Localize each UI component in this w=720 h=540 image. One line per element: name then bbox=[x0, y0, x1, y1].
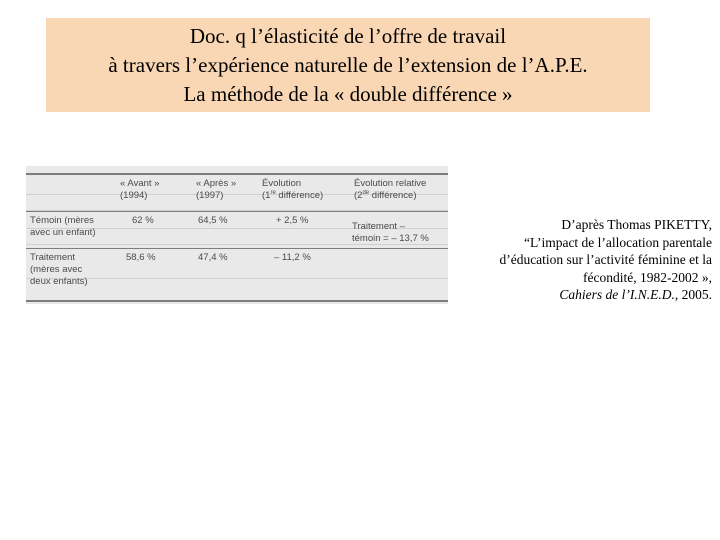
source-citation bbox=[452, 216, 712, 304]
table-row-rule bbox=[26, 248, 448, 249]
source-line-4: fécondité, 1982-2002 », bbox=[583, 269, 712, 285]
source-journal: Cahiers de l’I.N.E.D. bbox=[559, 287, 675, 302]
cell-temoin-avant: 62 % bbox=[132, 215, 154, 226]
scanned-table bbox=[26, 166, 448, 304]
cell-relative-difference: Traitement – témoin = – 13,7 % bbox=[352, 221, 429, 244]
source-line-5 bbox=[452, 286, 712, 304]
source-year: , 2005. bbox=[674, 287, 712, 302]
table-bottom-rule bbox=[26, 300, 448, 302]
cell-traitement-avant: 58,6 % bbox=[126, 252, 156, 263]
scan-background-line bbox=[26, 278, 448, 279]
table-header-rule bbox=[26, 211, 448, 212]
header-relative: Évolution relative (2de différence) bbox=[354, 178, 427, 201]
document-title-box bbox=[46, 18, 650, 112]
row-label-traitement: Traitement (mères avec deux enfants) bbox=[30, 252, 88, 287]
title-line-2: à travers l’expérience naturelle de l’extension de l’A.P.E. bbox=[108, 52, 588, 77]
header-evolution: Évolution (1re différence) bbox=[262, 178, 324, 201]
title-line-1: Doc. q l’élasticité de l’offre de travail bbox=[189, 23, 507, 48]
cell-traitement-apres: 47,4 % bbox=[198, 252, 228, 263]
header-avant: « Avant » (1994) bbox=[120, 178, 160, 201]
source-line-3: d’éducation sur l’activité féminine et la bbox=[499, 252, 712, 267]
table-top-rule bbox=[26, 173, 448, 175]
title-line-3: La méthode de la « double différence » bbox=[183, 81, 513, 106]
header-apres: « Après » (1997) bbox=[196, 178, 237, 201]
cell-temoin-apres: 64,5 % bbox=[198, 215, 228, 226]
source-line-1: D’après Thomas PIKETTY, bbox=[561, 217, 712, 232]
cell-traitement-evolution: – 11,2 % bbox=[274, 252, 311, 263]
cell-temoin-evolution: + 2,5 % bbox=[276, 215, 309, 226]
row-label-temoin: Témoin (mères avec un enfant) bbox=[30, 215, 96, 238]
source-line-2: “L’impact de l’allocation parentale bbox=[523, 234, 712, 250]
